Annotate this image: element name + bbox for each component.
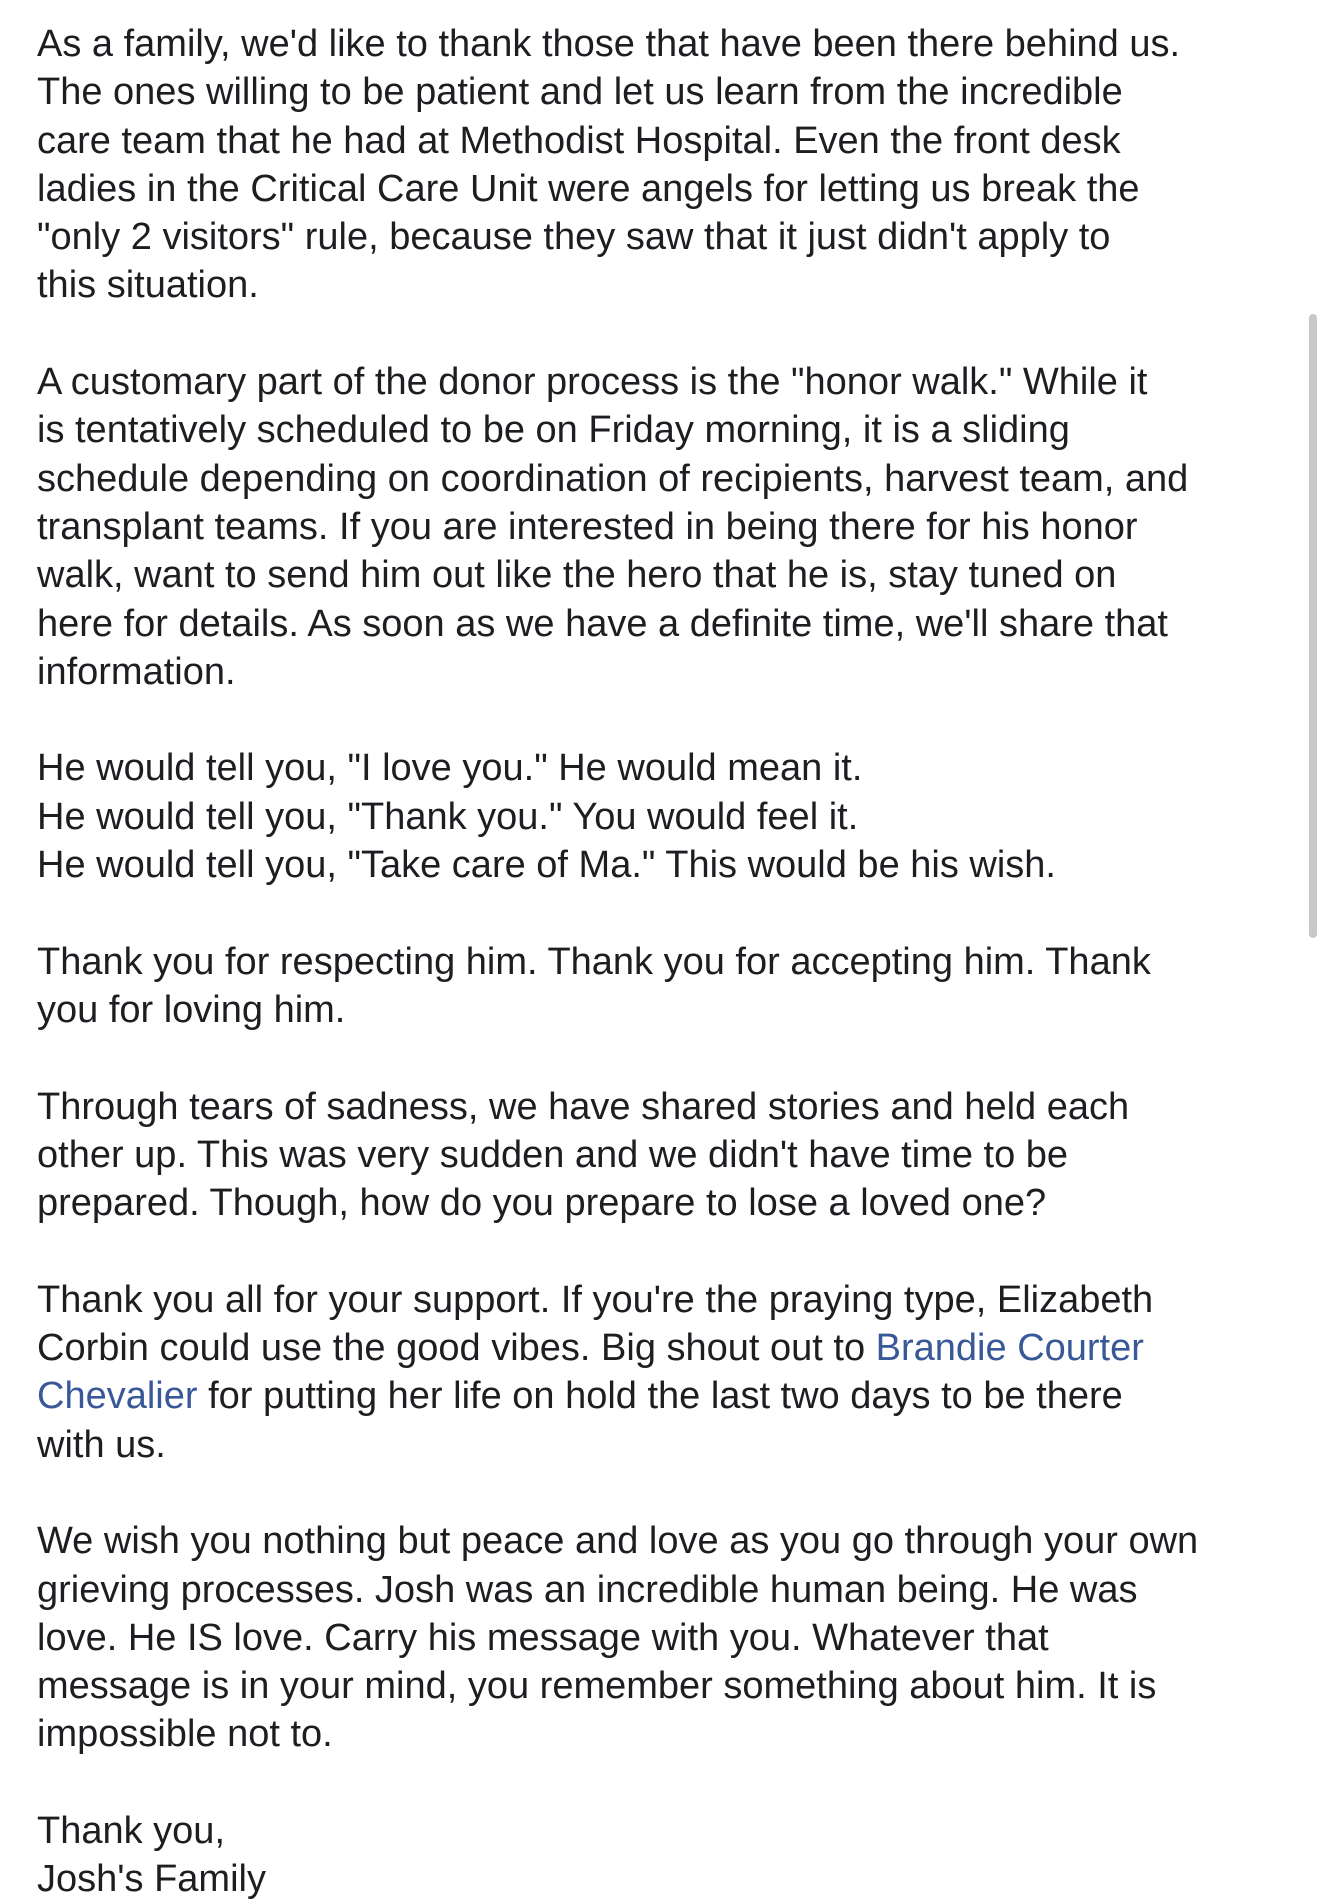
text-line: transplant teams. If you are interested in being there for his honor bbox=[37, 505, 1138, 548]
post-body bbox=[37, 20, 1297, 1904]
text-line: grieving processes. Josh was an incredible human being. He was bbox=[37, 1568, 1138, 1611]
paragraph-peace-and-love bbox=[37, 1517, 1297, 1758]
scrollbar-thumb[interactable] bbox=[1309, 314, 1317, 938]
paragraph-honor-walk bbox=[37, 358, 1297, 696]
text-line: you for loving him. bbox=[37, 988, 346, 1031]
text-line: He would tell you, "Thank you." You would feel it. bbox=[37, 795, 859, 838]
paragraph-thanks-hospital bbox=[37, 20, 1297, 310]
text-line: information. bbox=[37, 650, 236, 693]
text-line: other up. This was very sudden and we didn't have time to be bbox=[37, 1133, 1069, 1176]
text-line bbox=[37, 1324, 1297, 1372]
text-line: Josh's Family bbox=[37, 1858, 266, 1901]
paragraph-support-shoutout bbox=[37, 1276, 1297, 1469]
text-line bbox=[37, 1372, 1297, 1420]
mention-link-brandie-courter-chevalier[interactable]: Brandie Courter bbox=[875, 1327, 1144, 1370]
text-line: with us. bbox=[37, 1423, 166, 1466]
text-line: here for details. As soon as we have a definite time, we'll share that bbox=[37, 602, 1168, 645]
text-line: The ones willing to be patient and let us learn from the incredible bbox=[37, 71, 1123, 114]
text-line: Thank you all for your support. If you're the praying type, Elizabeth bbox=[37, 1278, 1154, 1321]
text-line: He would tell you, "I love you." He would mean it. bbox=[37, 747, 863, 790]
text-segment: for putting her life on hold the last two days to be there bbox=[197, 1375, 1123, 1418]
text-line: We wish you nothing but peace and love as you go through your own bbox=[37, 1520, 1199, 1563]
text-line: Thank you for respecting him. Thank you for accepting him. Thank bbox=[37, 940, 1151, 983]
text-line: prepared. Though, how do you prepare to lose a loved one? bbox=[37, 1182, 1047, 1225]
text-line: Thank you, bbox=[37, 1809, 225, 1852]
mention-link-brandie-courter-chevalier[interactable]: Chevalier bbox=[37, 1375, 198, 1418]
text-line: this situation. bbox=[37, 264, 259, 307]
text-segment: Corbin could use the good vibes. Big shout out to bbox=[37, 1327, 876, 1370]
text-line: walk, want to send him out like the hero that he is, stay tuned on bbox=[37, 554, 1117, 597]
text-line: love. He IS love. Carry his message with you. Whatever that bbox=[37, 1616, 1049, 1659]
text-line: As a family, we'd like to thank those that have been there behind us. bbox=[37, 23, 1181, 65]
paragraph-thank-you-respecting bbox=[37, 938, 1297, 1035]
text-line: He would tell you, "Take care of Ma." This would be his wish. bbox=[37, 844, 1056, 887]
text-line: A customary part of the donor process is the "honor walk." While it bbox=[37, 361, 1148, 404]
text-line: Through tears of sadness, we have shared stories and held each bbox=[37, 1085, 1130, 1128]
text-line: is tentatively scheduled to be on Friday morning, it is a sliding bbox=[37, 409, 1070, 452]
text-line: message is in your mind, you remember something about him. It is bbox=[37, 1665, 1157, 1708]
text-line: impossible not to. bbox=[37, 1713, 333, 1756]
text-line: schedule depending on coordination of recipients, harvest team, and bbox=[37, 457, 1189, 500]
paragraph-tears-of-sadness bbox=[37, 1083, 1297, 1228]
paragraph-signoff bbox=[37, 1807, 1297, 1904]
text-line: ladies in the Critical Care Unit were angels for letting us break the bbox=[37, 167, 1140, 210]
text-line: "only 2 visitors" rule, because they saw that it just didn't apply to bbox=[37, 216, 1111, 259]
paragraph-he-would-tell-you bbox=[37, 744, 1297, 889]
text-line: care team that he had at Methodist Hospital. Even the front desk bbox=[37, 119, 1121, 162]
